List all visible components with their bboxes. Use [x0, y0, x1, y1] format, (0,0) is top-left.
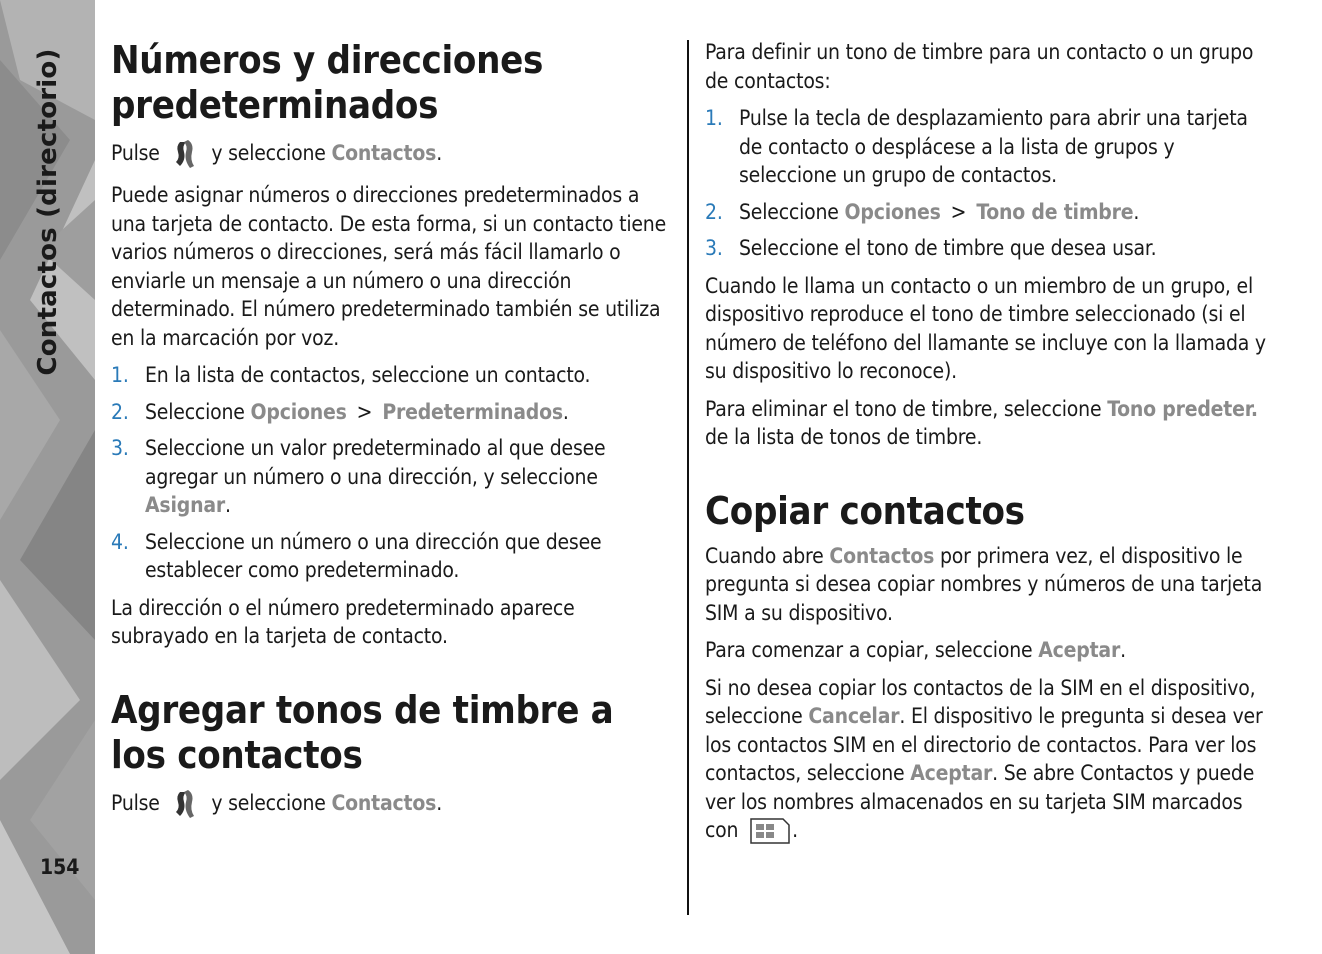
heading-add-ringtones: Agregar tonos de timbre a los contactos — [111, 687, 614, 777]
list-text: Seleccione un valor predeterminado al que desee agregar un número o una dirección, y seleccione — [145, 436, 606, 489]
paragraph-ringtone-behavior: Cuando le llama un contacto o un miembro de un grupo, el dispositivo reproduce el tono de timbre seleccionado (si el número de teléfono del llamante se incluye con la llamada y su dispositivo lo reconoce). — [705, 273, 1266, 383]
period: . — [225, 493, 231, 517]
contactos-link[interactable]: Contactos — [331, 790, 437, 815]
period: . — [436, 790, 443, 815]
list-item — [111, 398, 677, 427]
pulse-text: Pulse — [111, 141, 160, 165]
list-text: Seleccione — [145, 399, 245, 424]
steps-list-default — [111, 361, 677, 585]
list-item — [705, 198, 1270, 227]
asignar-link[interactable]: Asignar — [145, 493, 225, 517]
left-column — [111, 38, 677, 831]
steps-list-ringtone — [705, 104, 1270, 263]
text: Para comenzar a copiar, seleccione — [705, 638, 1033, 662]
list-item — [111, 528, 677, 585]
menu-separator: > — [356, 399, 373, 424]
list-item — [111, 434, 677, 520]
text: . El dispositivo le pregunta si desea ver los contactos SIM en el directorio de contactos. Para ver los contactos, seleccione — [705, 704, 1263, 785]
menu-separator: > — [950, 199, 967, 224]
cancelar-link[interactable]: Cancelar — [808, 704, 900, 728]
paragraph-underlined-note: La dirección o el número predeterminado aparece subrayado en la tarjeta de contacto. — [111, 595, 575, 648]
list-item — [111, 361, 677, 390]
list-number: 3. — [111, 436, 129, 460]
list-number: 3. — [705, 236, 723, 260]
paragraph-start-copy — [705, 636, 1270, 665]
page-number: 154 — [40, 855, 80, 879]
list-item — [705, 234, 1270, 263]
predeterminados-link[interactable]: Predeterminados — [382, 399, 563, 424]
text: Cuando abre — [705, 543, 824, 568]
heading-default-numbers: Números y direcciones predeterminados — [111, 38, 544, 127]
pulse-text: Pulse — [111, 790, 160, 815]
contactos-link[interactable]: Contactos — [331, 141, 437, 165]
column-divider — [687, 40, 689, 915]
paragraph-intro: Puede asignar números o direcciones predeterminados a una tarjeta de contacto. De esta forma, si un contacto tiene varios números o direcciones, será más fácil llamarlo o enviarle un mensaje a un número o una dirección determinado. El número predeterminado también se utiliza en la marcación por voz. — [111, 183, 667, 350]
text: . Se abre Contactos y puede ver los nombres almacenados en su tarjeta SIM marcados con — [705, 761, 1255, 842]
select-text: y seleccione — [211, 790, 326, 815]
contactos-link[interactable]: Contactos — [829, 543, 935, 568]
right-column — [705, 38, 1270, 854]
period: . — [792, 818, 798, 842]
menu-key-icon — [172, 136, 200, 172]
sidebar — [0, 0, 95, 954]
period: . — [562, 399, 569, 424]
list-number: 4. — [111, 529, 129, 554]
list-text: Seleccione el tono de timbre que desea usar. — [739, 236, 1157, 260]
period: . — [1133, 199, 1140, 224]
opciones-link[interactable]: Opciones — [844, 199, 941, 224]
tono-predeter-link[interactable]: Tono predeter. — [1107, 396, 1258, 421]
opciones-link[interactable]: Opciones — [250, 399, 347, 424]
sim-card-icon — [750, 818, 790, 844]
text: Para eliminar el tono de timbre, seleccione — [705, 396, 1102, 421]
list-item — [705, 104, 1270, 190]
list-text: En la lista de contactos, seleccione un contacto. — [145, 363, 591, 387]
pulse-instruction-1 — [111, 136, 677, 172]
list-text: Seleccione — [739, 199, 839, 224]
period: . — [436, 141, 443, 165]
text: de la lista de tonos de timbre. — [705, 425, 983, 449]
section-title: Contactos (directorio) — [33, 48, 63, 376]
heading-copy-contacts: Copiar contactos — [705, 488, 1025, 533]
tono-de-timbre-link[interactable]: Tono de timbre — [976, 199, 1134, 224]
pulse-instruction-2 — [111, 786, 677, 822]
select-text: y seleccione — [211, 141, 326, 165]
paragraph-cancel-copy — [705, 674, 1270, 845]
list-number: 1. — [111, 363, 129, 387]
list-number: 1. — [705, 106, 723, 130]
paragraph-copy-intro — [705, 542, 1270, 628]
text: por primera vez, el dispositivo le pregunta si desea copiar nombres y números de una tarjeta SIM a su dispositivo. — [705, 543, 1263, 625]
list-number: 2. — [705, 199, 723, 224]
text: Si no desea copiar los contactos de la SIM en el dispositivo, seleccione — [705, 675, 1256, 728]
aceptar-link[interactable]: Aceptar — [1038, 638, 1121, 662]
paragraph-remove-ringtone — [705, 395, 1270, 452]
menu-key-icon — [172, 786, 200, 822]
paragraph-ringtone-intro: Para definir un tono de timbre para un contacto o un grupo de contactos: — [705, 40, 1254, 93]
list-text: Pulse la tecla de desplazamiento para abrir una tarjeta de contacto o desplácese a la lista de grupos y seleccione un grupo de contactos. — [739, 106, 1248, 187]
list-text: Seleccione un número o una dirección que desee establecer como predeterminado. — [145, 529, 602, 582]
list-number: 2. — [111, 399, 129, 424]
period: . — [1120, 638, 1126, 662]
aceptar-link[interactable]: Aceptar — [910, 761, 993, 785]
